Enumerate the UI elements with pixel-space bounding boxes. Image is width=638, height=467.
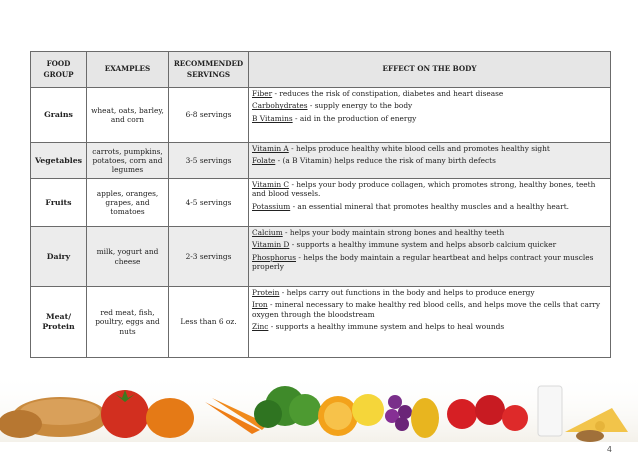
- effect-line: [252, 240, 607, 249]
- pumpkin-icon: [146, 398, 194, 438]
- nutrient-name: Protein: [252, 288, 280, 297]
- effect-cell: [249, 179, 611, 227]
- header-recommended-servings: RECOMMENDED SERVINGS: [169, 52, 249, 88]
- nutrient-effect-text: - mineral necessary to make healthy red blood cells, and helps move the cells that carry oxygen through the bloodstream: [252, 300, 601, 319]
- effect-cell: [249, 88, 611, 143]
- header-food-group: FOOD GROUP: [31, 52, 87, 88]
- nutrient-effect-text: - (a B Vitamin) helps reduce the risk of many birth defects: [275, 156, 496, 166]
- nutrient-name: Carbohydrates: [252, 101, 308, 111]
- page-number: 4: [606, 445, 612, 454]
- lemon-icon: [352, 394, 384, 426]
- food-group-cell: Dairy: [31, 227, 87, 287]
- servings-cell: 4-5 servings: [169, 179, 249, 227]
- table-row: [31, 179, 611, 227]
- effect-cell: [249, 143, 611, 179]
- servings-cell: 3-5 servings: [169, 143, 249, 179]
- food-group-cell: Grains: [31, 88, 87, 143]
- nutrient-name: Calcium: [252, 228, 283, 237]
- effect-line: [252, 180, 607, 199]
- effect-line: [252, 253, 607, 272]
- effect-line: [252, 101, 607, 110]
- effect-cell: [249, 287, 611, 358]
- effect-line: [252, 89, 607, 98]
- effect-line: [252, 144, 607, 153]
- effect-line: [252, 300, 607, 319]
- header-effect-on-body: EFFECT ON THE BODY: [249, 52, 611, 88]
- nutrient-name: B Vitamins: [252, 113, 293, 123]
- food-group-cell: Fruits: [31, 179, 87, 227]
- nutrient-effect-text: - helps produce healthy white blood cells and promotes healthy sight: [288, 144, 550, 153]
- nutrient-effect-text: - reduces the risk of constipation, diabetes and heart disease: [272, 89, 504, 98]
- nutrient-effect-text: - supply energy to the body: [307, 101, 413, 111]
- examples-cell: wheat, oats, barley, and corn: [87, 88, 169, 143]
- nutrient-name: Vitamin A: [252, 144, 289, 153]
- examples-cell: red meat, fish, poultry, eggs and nuts: [87, 287, 169, 358]
- effect-line: [252, 322, 607, 331]
- nutrient-name: Fiber: [252, 89, 273, 98]
- nutrient-effect-text: - helps your body maintain strong bones and healthy teeth: [282, 228, 505, 237]
- food-group-cell: Meat/ Protein: [31, 287, 87, 358]
- nutrient-name: Vitamin D: [252, 240, 290, 250]
- nutrient-name: Potassium: [252, 201, 291, 211]
- examples-cell: milk, yogurt and cheese: [87, 227, 169, 287]
- food-group-cell: Vegetables: [31, 143, 87, 179]
- nutrient-effect-text: - helps carry out functions in the body and helps to produce energy: [279, 288, 535, 297]
- examples-cell: apples, oranges, grapes, and tomatoes: [87, 179, 169, 227]
- effect-line: [252, 228, 607, 237]
- table-row: [31, 287, 611, 358]
- pepper-icon: [411, 398, 439, 438]
- servings-cell: 2-3 servings: [169, 227, 249, 287]
- nutrient-name: Zinc: [252, 321, 269, 331]
- nutrient-effect-text: - helps the body maintain a regular heartbeat and helps contract your muscles properly: [252, 252, 594, 271]
- milk-glass-icon: [538, 386, 562, 436]
- nutrient-effect-text: - supports a healthy immune system and helps to heal wounds: [268, 321, 505, 331]
- nutrient-name: Phosphorus: [252, 252, 297, 262]
- table-row: [31, 143, 611, 179]
- effect-line: [252, 156, 607, 165]
- nutrient-effect-text: - helps your body produce collagen, which promotes strong, healthy bones, teeth and blood vessels.: [252, 180, 596, 199]
- nutrient-name: Iron: [252, 300, 268, 310]
- table-row: [31, 227, 611, 287]
- effect-line: [252, 202, 607, 211]
- nutrient-effect-text: - supports a healthy immune system and helps absorb calcium quicker: [289, 240, 557, 250]
- strawberry-icon: [447, 399, 477, 429]
- produce-banner-image: [0, 372, 638, 442]
- table-body: [31, 88, 611, 358]
- nutrient-effect-text: - aid in the production of energy: [292, 113, 417, 123]
- servings-cell: 6-8 servings: [169, 88, 249, 143]
- nuts-icon: [576, 430, 604, 442]
- table-header-row: [31, 52, 611, 88]
- table-row: [31, 88, 611, 143]
- examples-cell: carrots, pumpkins, potatoes, corn and legumes: [87, 143, 169, 179]
- grapes-icon: [388, 395, 402, 409]
- nutrient-name: Vitamin C: [252, 180, 290, 189]
- nutrient-effect-text: - an essential mineral that promotes healthy muscles and a healthy heart.: [290, 201, 570, 211]
- nutrient-name: Folate: [252, 156, 276, 166]
- header-examples: EXAMPLES: [87, 52, 169, 88]
- servings-cell: Less than 6 oz.: [169, 287, 249, 358]
- effect-cell: [249, 227, 611, 287]
- effect-line: [252, 288, 607, 297]
- food-group-table: [30, 51, 611, 358]
- effect-line: [252, 114, 607, 123]
